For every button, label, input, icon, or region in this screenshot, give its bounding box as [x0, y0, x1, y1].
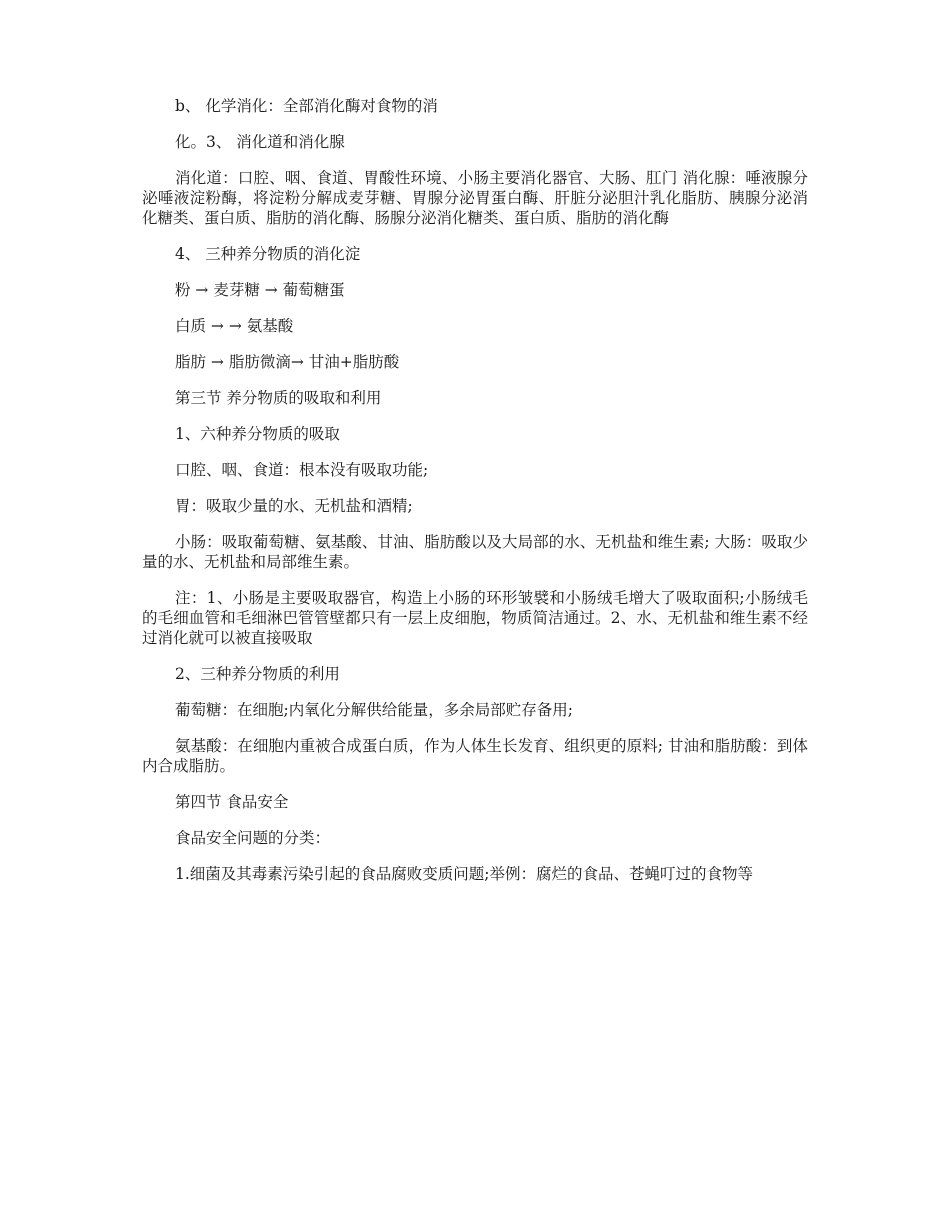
section-title-food-safety: 第四节 食品安全	[175, 793, 289, 811]
paragraph-nutrient-utilization-heading: 2、三种养分物质的利用	[175, 665, 340, 683]
paragraph-protein-digestion: 白质 → → 氨基酸	[175, 317, 294, 335]
document-body	[142, 96, 808, 900]
paragraph-fat-digestion: 脂肪 → 脂肪微滴→ 甘油+脂肪酸	[175, 353, 400, 371]
paragraph-digestive-tract-heading: 化。3、 消化道和消化腺	[175, 133, 345, 151]
paragraph-mouth-absorption: 口腔、咽、食道：根本没有吸取功能;	[175, 461, 429, 479]
paragraph-starch-digestion: 粉 → 麦芽糖 → 葡萄糖蛋	[175, 281, 345, 299]
paragraph-chemical-digestion: b、 化学消化：全部消化酶对食物的消	[175, 97, 438, 115]
paragraph-amino-acid-utilization: 氨基酸：在细胞内重被合成蛋白质，作为人体生长发育、组织更的原料; 甘油和脂肪酸：到体内合成脂肪。	[142, 737, 808, 775]
paragraph-stomach-absorption: 胃：吸取少量的水、无机盐和酒精;	[175, 497, 413, 515]
paragraph-three-nutrients-heading: 4、 三种养分物质的消化淀	[175, 245, 361, 263]
paragraph-intestine-absorption: 小肠：吸取葡萄糖、氨基酸、甘油、脂肪酸以及大局部的水、无机盐和维生素; 大肠：吸取少量的水、无机盐和局部维生素。	[142, 533, 808, 571]
paragraph-six-nutrients-absorption: 1、六种养分物质的吸取	[175, 425, 340, 443]
paragraph-bacteria-contamination: 1.细菌及其毒素污染引起的食品腐败变质问题;举例：腐烂的食品、苍蝇叮过的食物等	[175, 865, 754, 883]
paragraph-digestive-tract-glands: 消化道：口腔、咽、食道、胃酸性环境、小肠主要消化器官、大肠、肛门 消化腺：唾液腺分泌唾液淀粉酶，将淀粉分解成麦芽糖、胃腺分泌胃蛋白酶、肝脏分泌胆汁乳化脂肪、胰腺分泌消化糖类、蛋白质、脂肪的消化酶、肠腺分泌消化糖类、蛋白质、脂肪的消化酶	[142, 169, 808, 227]
paragraph-absorption-notes: 注：1、小肠是主要吸取器官，构造上小肠的环形皱襞和小肠绒毛增大了吸取面积;小肠绒毛的毛细血管和毛细淋巴管管壁都只有一层上皮细胞，物质简洁通过。2、水、无机盐和维生素不经过消化就可以被直接吸取	[142, 589, 808, 647]
paragraph-glucose-utilization: 葡萄糖：在细胞;内氧化分解供给能量，多余局部贮存备用;	[175, 701, 573, 719]
section-title-absorption: 第三节 养分物质的吸取和利用	[175, 389, 382, 407]
paragraph-food-safety-categories: 食品安全问题的分类：	[175, 829, 331, 847]
